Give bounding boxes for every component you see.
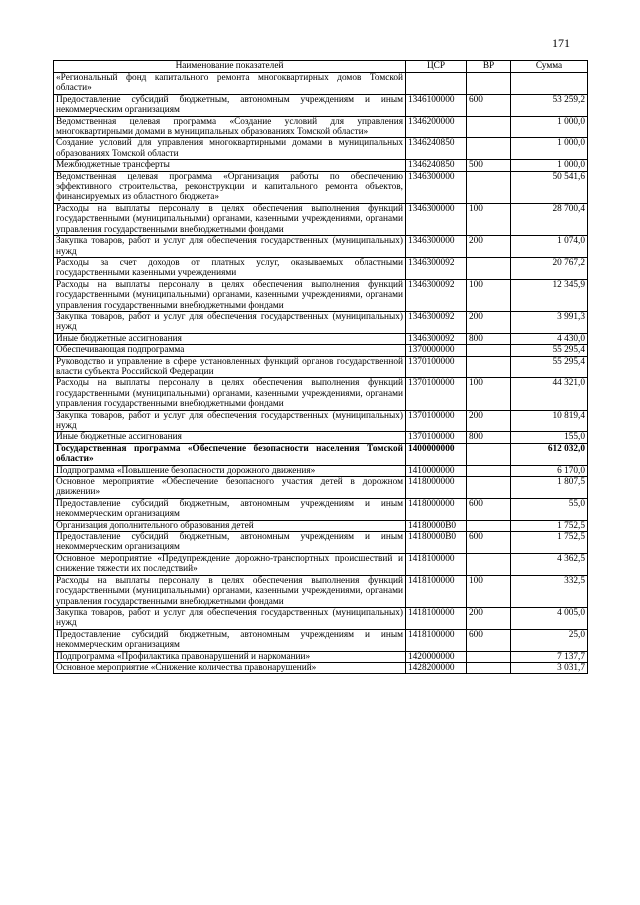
row-sum-cell: 10 819,4: [511, 410, 588, 432]
table-row: [54, 432, 588, 443]
budget-table: [53, 60, 588, 674]
row-vr-cell: 100: [467, 378, 511, 410]
row-name-cell: Закупка товаров, работ и услуг для обеспечения государственных (муниципальных) нужд: [54, 311, 406, 333]
row-sum-cell: 4 362,5: [511, 553, 588, 575]
row-name-cell: Закупка товаров, работ и услуг для обеспечения государственных (муниципальных) нужд: [54, 607, 406, 629]
row-csr-cell: 1370000000: [406, 345, 467, 356]
row-name-cell: Обеспечивающая подпрограмма: [54, 345, 406, 356]
row-csr-cell: 1418100000: [406, 575, 467, 607]
table-row: [54, 345, 588, 356]
row-csr-cell: 1370100000: [406, 432, 467, 443]
table-row: [54, 171, 588, 203]
row-name-cell: Иные бюджетные ассигнования: [54, 432, 406, 443]
row-csr-cell: [406, 73, 467, 95]
row-name-cell: Расходы на выплаты персоналу в целях обеспечения выполнения функций государственными (муниципальными) органами, казенными учреждениями, органами управления государственными внебюджетными фондами: [54, 378, 406, 410]
table-row: [54, 279, 588, 311]
row-name-cell: Закупка товаров, работ и услуг для обеспечения государственных (муниципальных) нужд: [54, 410, 406, 432]
row-vr-cell: [467, 138, 511, 160]
row-csr-cell: 1418000000: [406, 498, 467, 520]
table-row: [54, 138, 588, 160]
row-sum-cell: 20 767,2: [511, 257, 588, 279]
row-name-cell: Расходы на выплаты персоналу в целях обеспечения выполнения функций государственными (муниципальными) органами, казенными учреждениями, органами управления государственными внебюджетными фондами: [54, 203, 406, 235]
row-csr-cell: 1428200000: [406, 662, 467, 673]
table-row: [54, 553, 588, 575]
row-csr-cell: 1346240850: [406, 160, 467, 171]
row-name-cell: Руководство и управление в сфере установленных функций органов государственной власти субъекта Российской Федерации: [54, 356, 406, 378]
row-csr-cell: 1418000000: [406, 477, 467, 499]
row-vr-cell: [467, 257, 511, 279]
table-row: [54, 333, 588, 344]
row-vr-cell: 500: [467, 160, 511, 171]
row-csr-cell: 1370100000: [406, 356, 467, 378]
row-vr-cell: 100: [467, 575, 511, 607]
row-csr-cell: 1346300000: [406, 171, 467, 203]
table-row: [54, 116, 588, 138]
row-vr-cell: [467, 520, 511, 531]
row-sum-cell: 1 752,5: [511, 532, 588, 554]
row-vr-cell: 600: [467, 94, 511, 116]
row-vr-cell: [467, 171, 511, 203]
table-row: [54, 203, 588, 235]
table-row: [54, 73, 588, 95]
table-row: [54, 607, 588, 629]
row-name-cell: Предоставление субсидий бюджетным, автономным учреждениям и иным некоммерческим организациям: [54, 498, 406, 520]
row-name-cell: Иные бюджетные ассигнования: [54, 333, 406, 344]
row-vr-cell: 200: [467, 311, 511, 333]
row-csr-cell: 1346100000: [406, 94, 467, 116]
table-row: [54, 651, 588, 662]
row-csr-cell: 14180000В0: [406, 520, 467, 531]
table-row: [54, 160, 588, 171]
table-row: [54, 378, 588, 410]
row-csr-cell: 1400000000: [406, 443, 467, 465]
row-csr-cell: 1420000000: [406, 651, 467, 662]
row-vr-cell: 100: [467, 203, 511, 235]
table-row: [54, 311, 588, 333]
table-row: [54, 356, 588, 378]
row-name-cell: Предоставление субсидий бюджетным, автономным учреждениям и иным некоммерческим организациям: [54, 629, 406, 651]
row-name-cell: Предоставление субсидий бюджетным, автономным учреждениям и иным некоммерческим организациям: [54, 94, 406, 116]
table-row: [54, 257, 588, 279]
table-body: [54, 73, 588, 674]
row-name-cell: Ведомственная целевая программа «Создание условий для управления многоквартирными домами в муниципальных образованиях Томской области»: [54, 116, 406, 138]
row-vr-cell: 800: [467, 432, 511, 443]
row-name-cell: Подпрограмма «Профилактика правонарушений и наркомании»: [54, 651, 406, 662]
table-header-row: [54, 61, 588, 73]
row-vr-cell: [467, 553, 511, 575]
row-sum-cell: 1 807,5: [511, 477, 588, 499]
row-sum-cell: 1 074,0: [511, 236, 588, 258]
row-name-cell: «Региональный фонд капитального ремонта многоквартирных домов Томской области»: [54, 73, 406, 95]
row-vr-cell: [467, 73, 511, 95]
row-sum-cell: 332,5: [511, 575, 588, 607]
row-vr-cell: 100: [467, 279, 511, 311]
row-name-cell: Ведомственная целевая программа «Организация работы по обеспечению эффективного строительства, реконструкции и капитального ремонта объектов, финансируемых из областного бюджета»: [54, 171, 406, 203]
row-name-cell: Предоставление субсидий бюджетным, автономным учреждениям и иным некоммерческим организациям: [54, 532, 406, 554]
table-row: [54, 575, 588, 607]
row-csr-cell: 1370100000: [406, 410, 467, 432]
row-sum-cell: 4 430,0: [511, 333, 588, 344]
row-sum-cell: 3 031,7: [511, 662, 588, 673]
row-vr-cell: 600: [467, 498, 511, 520]
row-sum-cell: 1 000,0: [511, 160, 588, 171]
table-row: [54, 94, 588, 116]
row-name-cell: Государственная программа «Обеспечение безопасности населения Томской области»: [54, 443, 406, 465]
row-sum-cell: 55,0: [511, 498, 588, 520]
row-vr-cell: 200: [467, 607, 511, 629]
table-row: [54, 236, 588, 258]
row-vr-cell: [467, 662, 511, 673]
row-vr-cell: [467, 356, 511, 378]
page-number: 171: [552, 36, 570, 50]
row-csr-cell: 1410000000: [406, 465, 467, 476]
row-csr-cell: 1346200000: [406, 116, 467, 138]
table-row: [54, 532, 588, 554]
row-sum-cell: [511, 73, 588, 95]
table-row: [54, 465, 588, 476]
row-name-cell: Организация дополнительного образования детей: [54, 520, 406, 531]
row-name-cell: Подпрограмма «Повышение безопасности дорожного движения»: [54, 465, 406, 476]
table-row: [54, 629, 588, 651]
row-sum-cell: 612 032,0: [511, 443, 588, 465]
header-sum: Сумма: [511, 61, 588, 73]
row-sum-cell: 7 137,7: [511, 651, 588, 662]
row-csr-cell: 1418100000: [406, 553, 467, 575]
row-csr-cell: 1346300092: [406, 311, 467, 333]
row-csr-cell: 1370100000: [406, 378, 467, 410]
row-vr-cell: [467, 651, 511, 662]
row-csr-cell: 14180000В0: [406, 532, 467, 554]
row-vr-cell: 200: [467, 410, 511, 432]
row-csr-cell: 1418100000: [406, 629, 467, 651]
row-sum-cell: 6 170,0: [511, 465, 588, 476]
row-sum-cell: 25,0: [511, 629, 588, 651]
table-row: [54, 477, 588, 499]
row-csr-cell: 1346240850: [406, 138, 467, 160]
row-name-cell: Создание условий для управления многоквартирными домами в муниципальных образованиях Томской области: [54, 138, 406, 160]
row-sum-cell: 44 321,0: [511, 378, 588, 410]
row-vr-cell: 600: [467, 629, 511, 651]
row-name-cell: Основное мероприятие «Снижение количества правонарушений»: [54, 662, 406, 673]
table-row: [54, 443, 588, 465]
row-sum-cell: 4 005,0: [511, 607, 588, 629]
table-row: [54, 410, 588, 432]
row-name-cell: Основное мероприятие «Предупреждение дорожно-транспортных происшествий и снижение тяжести их последствий»: [54, 553, 406, 575]
table-row: [54, 662, 588, 673]
row-csr-cell: 1346300000: [406, 236, 467, 258]
row-vr-cell: [467, 116, 511, 138]
row-vr-cell: 600: [467, 532, 511, 554]
row-sum-cell: 50 541,6: [511, 171, 588, 203]
row-sum-cell: 12 345,9: [511, 279, 588, 311]
row-csr-cell: 1418100000: [406, 607, 467, 629]
row-name-cell: Расходы на выплаты персоналу в целях обеспечения выполнения функций государственными (муниципальными) органами, казенными учреждениями, органами управления государственными внебюджетными фондами: [54, 279, 406, 311]
row-csr-cell: 1346300092: [406, 279, 467, 311]
row-vr-cell: [467, 465, 511, 476]
row-sum-cell: 55 295,4: [511, 345, 588, 356]
row-vr-cell: 800: [467, 333, 511, 344]
row-sum-cell: 1 000,0: [511, 116, 588, 138]
header-name: Наименование показателей: [54, 61, 406, 73]
table-row: [54, 498, 588, 520]
row-name-cell: Расходы на выплаты персоналу в целях обеспечения выполнения функций государственными (муниципальными) органами, казенными учреждениями, органами управления государственными внебюджетными фондами: [54, 575, 406, 607]
row-csr-cell: 1346300000: [406, 203, 467, 235]
row-sum-cell: 3 991,3: [511, 311, 588, 333]
row-sum-cell: 55 295,4: [511, 356, 588, 378]
row-name-cell: Основное мероприятие «Обеспечение безопасного участия детей в дорожном движении»: [54, 477, 406, 499]
row-vr-cell: [467, 443, 511, 465]
row-name-cell: Межбюджетные трансферты: [54, 160, 406, 171]
row-csr-cell: 1346300092: [406, 333, 467, 344]
row-name-cell: Расходы за счет доходов от платных услуг, оказываемых областными государственными казенными учреждениями: [54, 257, 406, 279]
header-csr: ЦСР: [406, 61, 467, 73]
row-csr-cell: 1346300092: [406, 257, 467, 279]
table-row: [54, 520, 588, 531]
row-sum-cell: 53 259,2: [511, 94, 588, 116]
row-vr-cell: 200: [467, 236, 511, 258]
row-sum-cell: 155,0: [511, 432, 588, 443]
row-name-cell: Закупка товаров, работ и услуг для обеспечения государственных (муниципальных) нужд: [54, 236, 406, 258]
row-sum-cell: 28 700,4: [511, 203, 588, 235]
header-vr: ВР: [467, 61, 511, 73]
row-vr-cell: [467, 345, 511, 356]
row-vr-cell: [467, 477, 511, 499]
row-sum-cell: 1 000,0: [511, 138, 588, 160]
row-sum-cell: 1 752,5: [511, 520, 588, 531]
